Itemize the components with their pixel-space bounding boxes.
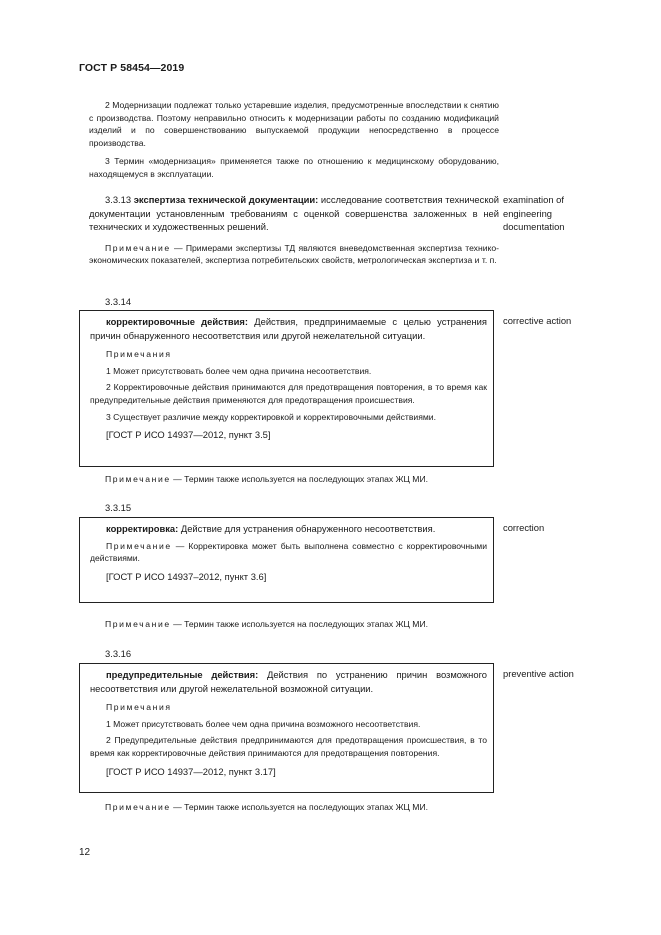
term-3315-after-note bbox=[89, 619, 499, 629]
term-3315-after-text: — Термин также используется на последующих этапах ЖЦ МИ. bbox=[170, 619, 429, 629]
term-3316-note-2: 2 Предупредительные действия предпринимаются для предотвращения происшествия, в то время как корректировочные действия принимаются для предотвращения повторения. bbox=[90, 735, 487, 758]
term-3313-definition: исследование соответствия технической документации установленным требованиям с оценкой совершенства заложенных в ней технических и художественных решений. bbox=[89, 194, 499, 233]
term-3314-english: corrective action bbox=[503, 315, 572, 326]
term-3315-after-label: Примечание bbox=[105, 619, 171, 629]
term-3315-definition: Действие для устранения обнаруженного несоответствия. bbox=[178, 523, 436, 534]
term-3315-note-text: — Корректировка может быть выполнена совместно с корректировочными действиями. bbox=[90, 540, 487, 564]
term-3314-source: [ГОСТ Р ИСО 14937—2012, пункт 3.5] bbox=[106, 429, 271, 441]
term-3314-note-2: 2 Корректировочные действия принимаются для предотвращения повторения, в то время как предупредительные действия применяются для предотвращения происшествия. bbox=[90, 382, 487, 405]
term-3315-english: correction bbox=[503, 522, 545, 533]
term-3315-box bbox=[79, 517, 494, 603]
term-3315-source: [ГОСТ Р ИСО 14937–2012, пункт 3.6] bbox=[106, 570, 267, 582]
term-3316-text bbox=[90, 668, 487, 695]
term-3316-term: предупредительные действия: bbox=[106, 669, 259, 680]
term-3315-note bbox=[90, 540, 487, 565]
term-3313-note-text: — Примерами экспертизы ТД являются вневедомственная экспертиза технико-экономических показателей, экспертиза потребительских свойств, метрологическая экспертиза и т. п. bbox=[89, 242, 499, 266]
term-3313-term: экспертиза технической документации: bbox=[133, 194, 319, 205]
page-number: 12 bbox=[79, 847, 91, 858]
term-3316-definition: Действия по устранению причин возможного несоответствия или другой нежелательной возможной ситуации. bbox=[90, 669, 487, 694]
term-3313-note bbox=[89, 242, 499, 267]
term-3314-notes-label: Примечания bbox=[106, 349, 172, 360]
term-3314-after-label: Примечание bbox=[105, 474, 171, 484]
term-3314-term: корректировочные действия: bbox=[106, 316, 249, 327]
term-3316-after-label: Примечание bbox=[105, 802, 171, 812]
term-3316-after-note bbox=[89, 802, 499, 812]
term-3314-note-1: 1 Может присутствовать более чем одна причина несоответствия. bbox=[106, 365, 372, 376]
term-3314-box bbox=[79, 310, 494, 467]
term-3316-box bbox=[79, 663, 494, 793]
term-3313-text bbox=[89, 193, 499, 234]
term-3316-number: 3.3.16 bbox=[105, 648, 132, 659]
term-3313 bbox=[89, 193, 499, 273]
term-3316-notes-label: Примечания bbox=[106, 702, 172, 713]
intro-notes bbox=[89, 99, 499, 187]
term-3313-note-label: Примечание bbox=[105, 242, 171, 253]
intro-note-3: 3 Термин «модернизация» применяется также по отношению к медицинскому оборудованию, находящемуся в эксплуатации. bbox=[89, 156, 499, 179]
term-3313-number: 3.3.13 bbox=[105, 194, 132, 205]
term-3314-after-note bbox=[89, 474, 499, 484]
term-3315-term: корректировка: bbox=[106, 523, 179, 534]
term-3316-english: preventive action bbox=[503, 668, 574, 679]
page-header-standard: ГОСТ Р 58454—2019 bbox=[79, 62, 185, 74]
term-3313-english: examination of engineering documentation bbox=[503, 194, 565, 233]
term-3315-text bbox=[90, 522, 487, 536]
term-3315-note-label: Примечание bbox=[106, 540, 172, 551]
term-3316-note-1: 1 Может присутствовать более чем одна причина возможного несоответствия. bbox=[106, 718, 421, 729]
term-3314-definition: Действия, предпринимаемые с целью устранения причин обнаруженного несоответствия или другой нежелательной ситуации. bbox=[90, 316, 487, 341]
term-3315-number: 3.3.15 bbox=[105, 502, 132, 513]
term-3316-after-text: — Термин также используется на последующих этапах ЖЦ МИ. bbox=[170, 802, 429, 812]
term-3314-text bbox=[90, 315, 487, 342]
term-3314-number: 3.3.14 bbox=[105, 296, 132, 307]
term-3314-note-3: 3 Существует различие между корректировкой и корректировочными действиями. bbox=[106, 411, 436, 422]
term-3314-after-text: — Термин также используется на последующих этапах ЖЦ МИ. bbox=[170, 474, 429, 484]
intro-note-2: 2 Модернизации подлежат только устаревшие изделия, предусмотренные впоследствии к снятию с производства. Поэтому неправильно относить к модернизации работы по созданию модификаций изделий и по совершенствованию выпускаемой продукции непосредственно в процессе производства. bbox=[89, 100, 499, 148]
term-3316-source: [ГОСТ Р ИСО 14937—2012, пункт 3.17] bbox=[106, 765, 276, 777]
